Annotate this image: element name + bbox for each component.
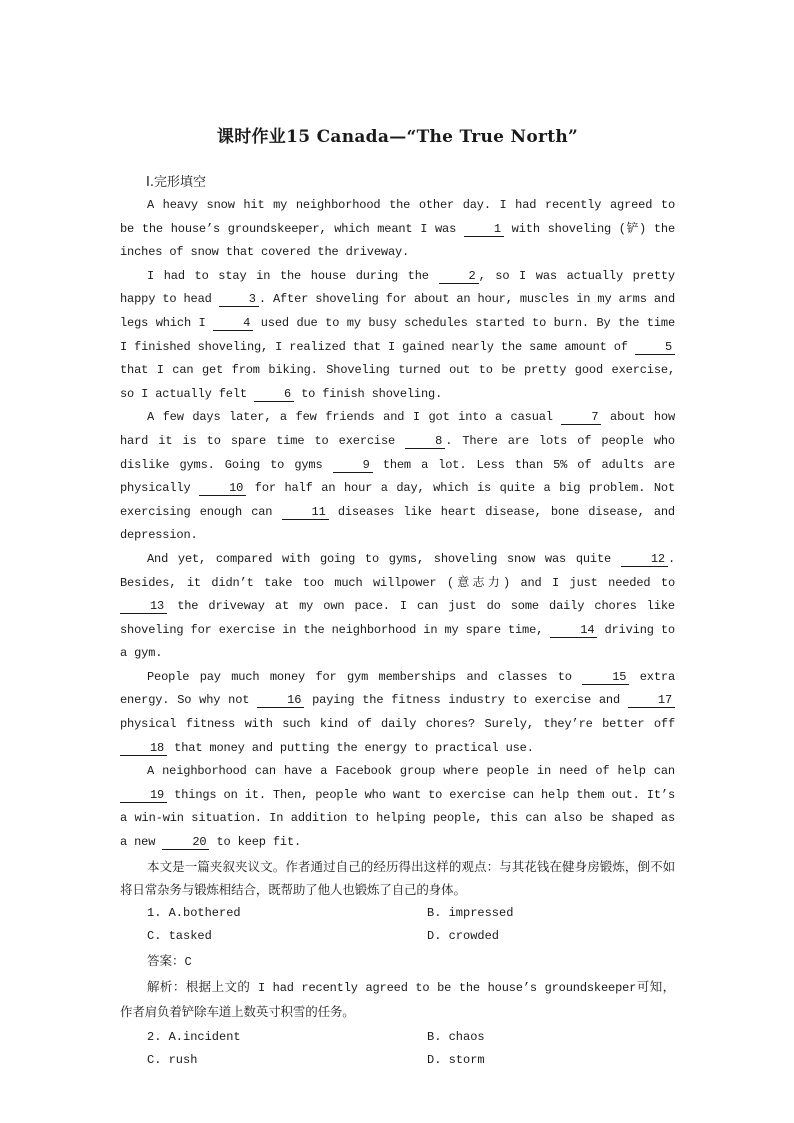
blank-number: 7 [561, 410, 601, 425]
passage-text: extra energy. So why not [120, 669, 675, 708]
blank-number: 20 [162, 835, 209, 850]
section-title: Ⅰ.完形填空 [146, 175, 206, 190]
question-2-options-row-2 [120, 1049, 675, 1073]
passage-text: things on it. Then, people who want to exercise can help them out. It’s a win-win situation. In addition to helping people, this can also be shaped as a new [120, 787, 675, 850]
passage-text: And yet, compared with going to gyms, shoveling snow was quite [147, 551, 621, 566]
passage-text: A neighborhood can have a Facebook group where people in need of help can [147, 764, 675, 779]
q1-option-c: C. tasked [147, 929, 212, 944]
blank-number: 2 [439, 269, 479, 284]
passage-summary: 本文是一篇夹叙夹议文。作者通过自己的经历得出这样的观点：与其花钱在健身房锻炼，倒不如将日常杂务与锻炼相结合，既帮助了他人也锻炼了自己的身体。 [120, 858, 675, 898]
blank-number: 14 [550, 623, 597, 638]
blank-number: 16 [257, 693, 304, 708]
analysis-rest: 可知，作者肩负着铲除车道上数英寸积雪的任务。 [120, 978, 676, 1020]
passage-text: the driveway at my own pace. I can just do some daily chores like shoveling for exercise in the neighborhood in my spare time, [120, 599, 675, 637]
q2-option-d: D. storm [427, 1053, 485, 1068]
passage-paragraph [120, 265, 675, 407]
passage-text: that I can get from biking. Shoveling turned out to be pretty good exercise, so I actually felt [120, 363, 675, 401]
passage-text: with shoveling (铲) the inches of snow that covered the driveway. [120, 221, 675, 260]
blank-number: 6 [254, 387, 294, 402]
passage-text: that money and putting the energy to practical use. [167, 740, 534, 755]
passage-text: paying the fitness industry to exercise and [304, 693, 628, 708]
passage-paragraph [120, 406, 675, 548]
blank-number: 9 [333, 458, 373, 473]
passage-text: A heavy snow hit my neighborhood the other day. I had recently agreed to be the house’s groundskeeper, which meant I was [120, 198, 675, 236]
analysis-label: 解析：根据上文的 [147, 978, 251, 994]
passage-text: driving to a gym. [120, 622, 675, 661]
q1-analysis [120, 975, 675, 1026]
passage-paragraph [120, 760, 675, 854]
analysis-quote: I had recently agreed to be the house’s groundskeeper [250, 980, 637, 995]
q2-option-c: C. rush [147, 1053, 198, 1068]
answer-label: 答案： [147, 953, 185, 968]
blank-number: 3 [219, 292, 259, 307]
question-2-options-row-1 [120, 1026, 675, 1050]
cloze-passage [120, 194, 675, 855]
blank-number: 12 [621, 552, 668, 567]
blank-number: 1 [464, 222, 504, 237]
passage-text: used due to my busy schedules started to burn. By the time I finished shoveling, I realized that I gained nearly the same amount of [120, 315, 675, 354]
blank-number: 19 [120, 788, 167, 803]
passage-paragraph [120, 548, 675, 666]
passage-text: to keep fit. [209, 835, 302, 850]
blank-number: 5 [635, 340, 675, 355]
blank-number: 11 [282, 505, 329, 520]
q1-option-d: D. crowded [427, 929, 500, 944]
passage-text: People pay much money for gym memberships and classes to [147, 669, 583, 684]
blank-number: 17 [628, 693, 675, 708]
blank-number: 13 [120, 599, 167, 614]
passage-text: . Besides, it didn’t take too much willpower (意志力) and I just needed to [120, 551, 675, 590]
passage-text: . After shoveling for about an hour, muscles in my arms and legs which I [120, 292, 675, 330]
passage-text: I had to stay in the house during the [147, 268, 439, 283]
passage-text: , so I was actually pretty happy to head [120, 268, 675, 307]
passage-text: A few days later, a few friends and I got into a casual [147, 410, 562, 425]
passage-text: for half an hour a day, which is quite a big problem. Not exercising enough can [120, 481, 675, 519]
passage-text: physical fitness with such kind of daily chores? Surely, they’re better off [120, 717, 675, 732]
passage-text: to finish shoveling. [294, 386, 443, 401]
worksheet-page [120, 122, 675, 1073]
passage-paragraph [120, 666, 675, 760]
q2-option-a: 2. A.incident [147, 1029, 241, 1044]
question-1-options-row-2 [120, 925, 675, 949]
q1-answer [120, 949, 675, 975]
blank-number: 15 [582, 670, 629, 685]
passage-text: them a lot. Less than 5% of adults are physically [120, 457, 676, 496]
passage-text: about how hard it is to spare time to exercise [120, 410, 676, 448]
passage-text: . There are lots of people who dislike gyms. Going to gyms [120, 433, 675, 472]
blank-number: 4 [213, 316, 253, 331]
q1-option-a: 1. A.bothered [147, 905, 241, 920]
passage-text: diseases like heart disease, bone disease, and depression. [120, 504, 675, 543]
question-1-options-row-1 [120, 902, 675, 926]
q2-option-b: B. chaos [427, 1029, 485, 1044]
blank-number: 8 [405, 434, 445, 449]
passage-paragraph [120, 194, 675, 265]
answer-value: C [184, 955, 192, 969]
page-title: 课时作业15 Canada—“The True North” [216, 127, 579, 147]
blank-number: 18 [120, 741, 167, 756]
blank-number: 10 [199, 481, 246, 496]
q1-option-b: B. impressed [427, 905, 514, 920]
